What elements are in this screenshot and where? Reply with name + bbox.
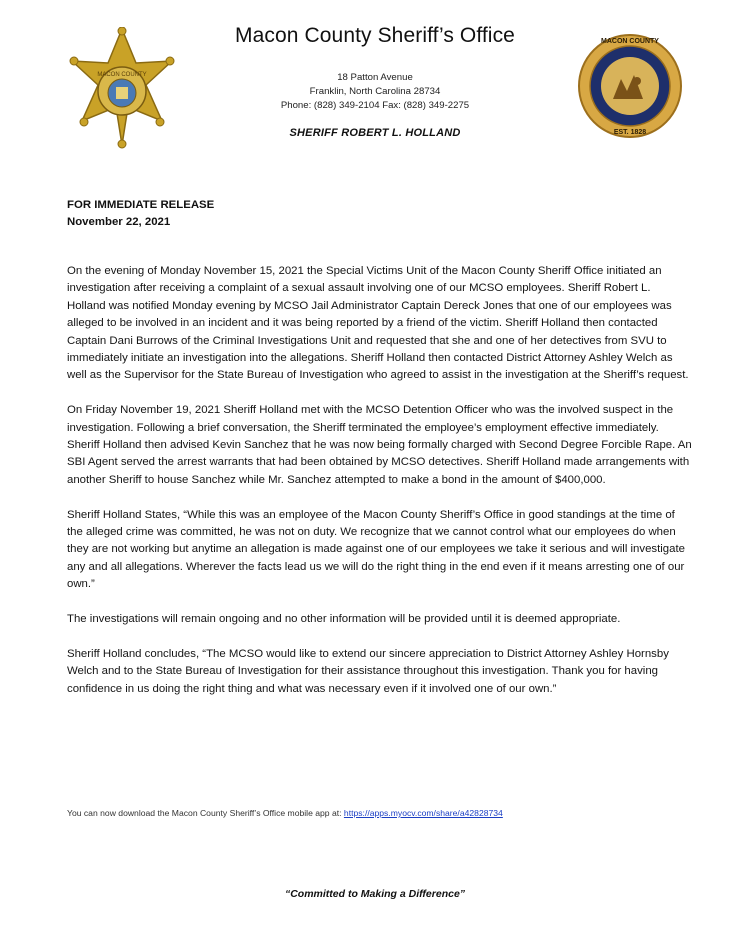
street-address: 18 Patton Avenue — [337, 72, 413, 83]
paragraph-3: Sheriff Holland States, “While this was an employee of the Macon County Sheriff’s Office in good standings at the time of the alleged crime was committed, he was not on duty. We recognize that we cannot control what our employees do when they are not working but anytime an allegation is made against one of our employees we take it serious and will investigate any and all allegations. Wherever the facts lead us we will do the right thing in the end even if it means arresting one of our own.” — [67, 508, 685, 591]
office-address-block — [200, 71, 550, 113]
release-date: November 22, 2021 — [67, 216, 171, 228]
mobile-app-link[interactable]: https://apps.myocv.com/share/a42828734 — [343, 808, 503, 818]
mobile-app-text: You can now download the Macon County Sheriff’s Office mobile app at: — [67, 808, 344, 818]
release-body — [67, 263, 692, 715]
paragraph-4: The investigations will remain ongoing and no other information will be provided until it is deemed appropriate. — [67, 613, 621, 626]
county-seal-icon — [577, 33, 683, 139]
badge-text: MACON COUNTY — [97, 72, 147, 78]
release-header — [67, 197, 214, 231]
paragraph-2: On Friday November 19, 2021 Sheriff Holland met with the MCSO Detention Officer who was the involved suspect in the investigation. Following a brief conversation, the Sheriff terminated the employee’s employment effective immediately. Sheriff Holland then advised Kevin Sanchez that he was now being formally charged with Second Degree Forcible Rape. An SBI Agent served the arrest warrants that had been obtained by MCSO detectives. Sheriff Holland made arrangements with another Sheriff to house Sanchez while Mr. Sanchez attempted to make a bond in the amount of $400,000. — [67, 404, 692, 486]
mobile-app-note — [67, 808, 503, 818]
city-state-zip: Franklin, North Carolina 28734 — [309, 86, 441, 97]
office-title: Macon County Sheriff’s Office — [235, 24, 515, 47]
seal-bottom-text: EST. 1828 — [613, 129, 647, 136]
paragraph-1: On the evening of Monday November 15, 2021 the Special Victims Unit of the Macon County Sheriff Office initiated an investigation after receiving a complaint of a sexual assault involving one of our MCSO employees. Sheriff Robert L. Holland was notified Monday evening by MCSO Jail Administrator Captain Dereck Jones that one of our employees was alleged to be involved in an incident and it was being reported by a friend of the victim. Sheriff Holland then contacted Captain Dani Burrows of the Criminal Investigations Unit and requested that she and one of her detectives from SVU to immediately initiate an investigation into the allegations. Sheriff Holland then contacted District Attorney Ashley Welch as well as the Supervisor for the State Bureau of Investigation who agreed to assist in the investigation at the Sheriff’s request. — [67, 265, 689, 382]
paragraph-5: Sheriff Holland concludes, “The MCSO would like to extend our sincere appreciation to District Attorney Ashley Hornsby Welch and to the State Bureau of Investigation for their assistance throughout this investigation. Thank you for having confidence in us doing the right thing and what was necessary even if it involved one of our own.” — [67, 647, 669, 695]
seal-top-text: MACON COUNTY — [601, 38, 659, 45]
phone-fax: Phone: (828) 349-2104 Fax: (828) 349-2275 — [280, 100, 470, 111]
footer-motto: “Committed to Making a Difference” — [284, 888, 466, 900]
release-label: FOR IMMEDIATE RELEASE — [67, 199, 215, 211]
sheriff-name: SHERIFF ROBERT L. HOLLAND — [289, 127, 461, 139]
